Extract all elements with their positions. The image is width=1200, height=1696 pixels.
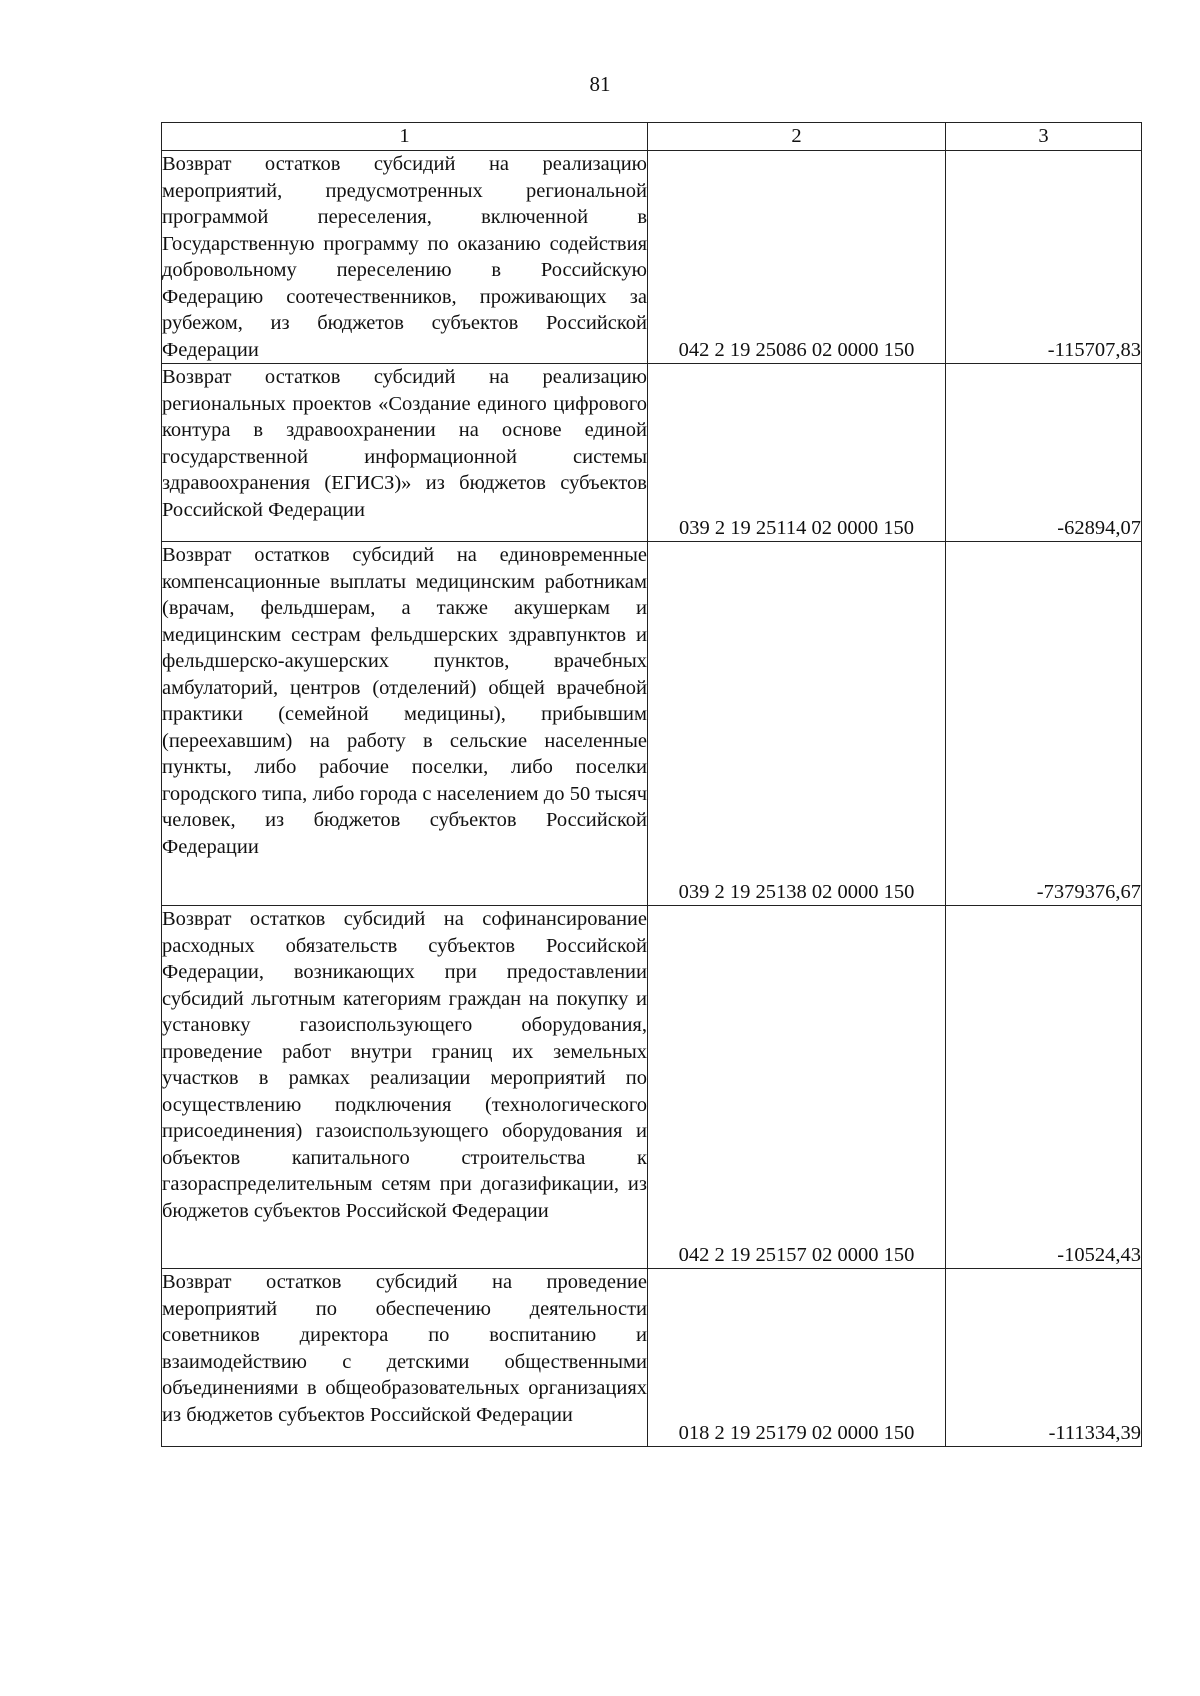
row-code: 018 2 19 25179 02 0000 150 <box>648 1269 946 1447</box>
row-description: Возврат остатков субсидий на реализацию региональных проектов «Создание единого цифрового контура в здравоохранении на основе единой государственной информационной системы здравоохранения (ЕГИСЗ)» из бюджетов субъектов Российской Федерации <box>162 364 648 542</box>
row-code: 042 2 19 25086 02 0000 150 <box>648 151 946 364</box>
row-code: 042 2 19 25157 02 0000 150 <box>648 906 946 1269</box>
table-row <box>162 542 1142 906</box>
row-description: Возврат остатков субсидий на софинансирование расходных обязательств субъектов Российской Федерации, возникающих при предоставлении субсидий льготным категориям граждан на покупку и установку газоиспользующего оборудования, проведение работ внутри границ их земельных участков в рамках реализации мероприятий по осуществлению подключения (технологического присоединения) газоиспользующего оборудования и объектов капитального строительства к газораспределительным сетям при догазификации, из бюджетов субъектов Российской Федерации <box>162 906 648 1269</box>
row-description: Возврат остатков субсидий на проведение мероприятий по обеспечению деятельности советников директора по воспитанию и взаимодействию с детскими общественными объединениями в общеобразовательных организациях из бюджетов субъектов Российской Федерации <box>162 1269 648 1447</box>
table-row <box>162 906 1142 1269</box>
row-amount: -10524,43 <box>946 906 1142 1269</box>
row-description: Возврат остатков субсидий на единовременные компенсационные выплаты медицинским работникам (врачам, фельдшерам, а также акушеркам и медицинским сестрам фельдшерских здравпунктов и фельдшерско-акушерских пунктов, врачебных амбулаторий, центров (отделений) общей врачебной практики (семейной медицины), прибывшим (переехавшим) на работу в сельские населенные пункты, либо рабочие поселки, либо поселки городского типа, либо города с населением до 50 тысяч человек, из бюджетов субъектов Российской Федерации <box>162 542 648 906</box>
header-row <box>162 123 1142 151</box>
column-header-2: 2 <box>648 123 946 151</box>
row-amount: -7379376,67 <box>946 542 1142 906</box>
row-description: Возврат остатков субсидий на реализацию мероприятий, предусмотренных региональной программой переселения, включенной в Государственную программу по оказанию содействия добровольному переселению в Российскую Федерацию соотечественников, проживающих за рубежом, из бюджетов субъектов Российской Федерации <box>162 151 648 364</box>
table-row <box>162 151 1142 364</box>
table-row <box>162 1269 1142 1447</box>
table-row <box>162 364 1142 542</box>
row-code: 039 2 19 25138 02 0000 150 <box>648 542 946 906</box>
row-code: 039 2 19 25114 02 0000 150 <box>648 364 946 542</box>
column-header-3: 3 <box>946 123 1142 151</box>
column-header-1: 1 <box>162 123 648 151</box>
row-amount: -111334,39 <box>946 1269 1142 1447</box>
budget-table <box>161 122 1142 1447</box>
page-number: 81 <box>589 72 611 96</box>
row-amount: -62894,07 <box>946 364 1142 542</box>
row-amount: -115707,83 <box>946 151 1142 364</box>
